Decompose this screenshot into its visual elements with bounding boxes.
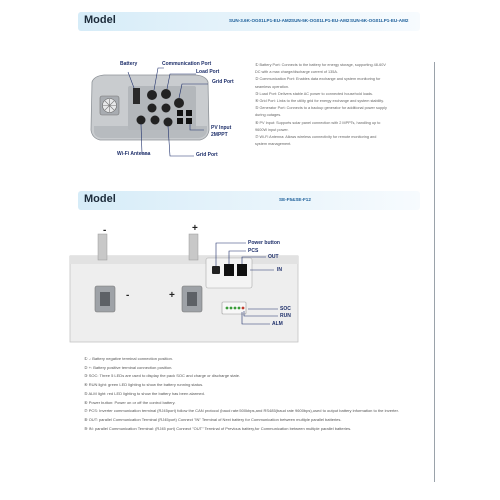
sign-minus-body: - [126, 290, 130, 301]
model-number-1: SUN-3.6K-OG01LP1-EU-AM2 [229, 18, 292, 23]
description-line: ② Communication Port: Enables data exchange and system monitoring for [255, 77, 381, 82]
inverter-port-descriptions [255, 62, 427, 148]
list-item: ③ SOC: Three 5 LEDs are used to display the pack SOC and charge or discharge state. [84, 373, 241, 379]
model-number-2: SUN-5K-OG01LP1-EU-AM2 [291, 18, 350, 23]
page-divider [434, 62, 435, 482]
list-item: ⑧ OUT: parallel Communication Terminal (RJ45port) Connect "IN" Terminal of Next battery for Communication between multiple parallel batteries. [84, 416, 342, 422]
label-pcs: PCS [248, 248, 259, 254]
label-out: OUT [268, 254, 279, 260]
sign-plus-top: + [192, 223, 198, 234]
list-item: ⑤ ALM light: red LED lighting to show the battery has been alarmed. [84, 390, 205, 396]
battery-feature-list [84, 355, 429, 433]
model-header-inverter [78, 12, 420, 31]
label-soc: SOC [280, 306, 291, 312]
label-load-port: Load Port [196, 69, 220, 75]
label-power-button: Power button [248, 240, 280, 246]
description-line: during outages. [255, 113, 282, 118]
model-title: Model [84, 193, 116, 205]
list-item: ⑦ PCS: Inverter communication terminal (RJ45port) follow the CAN protocol (baud rate:500kbps,and RS485(baud rate 9600bps),used to output battery information to the inverter. [84, 408, 399, 414]
description-line: ④ Grid Port: Links to the utility grid for energy exchange and system stability. [255, 99, 384, 104]
description-line: ⑥ PV Input: Supports solar panel connection with 2 MPPTs, handling up to [255, 120, 381, 125]
description-line: DC with a max charge/discharge current of 135A. [255, 70, 338, 75]
label-battery: Battery [120, 61, 138, 67]
label-alm: ALM [272, 321, 283, 327]
description-line: seamless operation. [255, 84, 289, 89]
description-line: ⑦ Wi-Fi Antenna: Allows wireless connectivity for remote monitoring and [255, 135, 377, 140]
sign-minus-top: - [103, 225, 107, 236]
model-number-battery: SE-F5&SE-F12 [279, 197, 311, 202]
description-line: 9600W input power. [255, 127, 289, 132]
label-wifi-antenna: Wi-Fi Antenna [117, 151, 151, 157]
label-in: IN [277, 267, 282, 273]
model-header-battery [78, 191, 420, 210]
sign-plus-body: + [169, 290, 175, 301]
list-item: ② +: Battery positive terminal connection position. [84, 364, 173, 370]
list-item: ④ RUN light: green LED lighting to show the battery running status. [84, 382, 204, 388]
list-item: ① -: Battery negative terminal connection position. [84, 356, 173, 361]
label-run: RUN [280, 313, 291, 319]
label-grid-port-top: Grid Port [212, 79, 234, 85]
label-pv-input: PV Input [211, 125, 232, 131]
description-line: ③ Load Port: Delivers stable AC power to connected household loads. [255, 91, 374, 96]
battery-illustration [60, 218, 400, 348]
inverter-illustration [78, 58, 250, 178]
list-item: ⑥ Power button: Power on or off the control battery. [84, 399, 176, 405]
description-line: ⑤ Generator Port: Connects to a backup generator for additional power supply [255, 106, 387, 111]
description-line: system management. [255, 142, 292, 147]
label-grid-port-bottom: Grid Port [196, 152, 218, 158]
description-line: ① Battery Port: Connects to the battery for energy storage, supporting 48-60V [255, 63, 386, 67]
model-title: Model [84, 14, 116, 26]
model-number-3: SUN-6K-OG01LP1-EU-AM2 [350, 18, 409, 23]
list-item: ⑨ IN: parallel Communication Terminal: (RJ45 port) Connect "OUT" Terminal of Previous battery,for Communication between multiple parallel batteries. [84, 425, 352, 431]
label-communication-port: Communication Port [162, 61, 212, 67]
label-mppt: 2MPPT [211, 132, 228, 138]
